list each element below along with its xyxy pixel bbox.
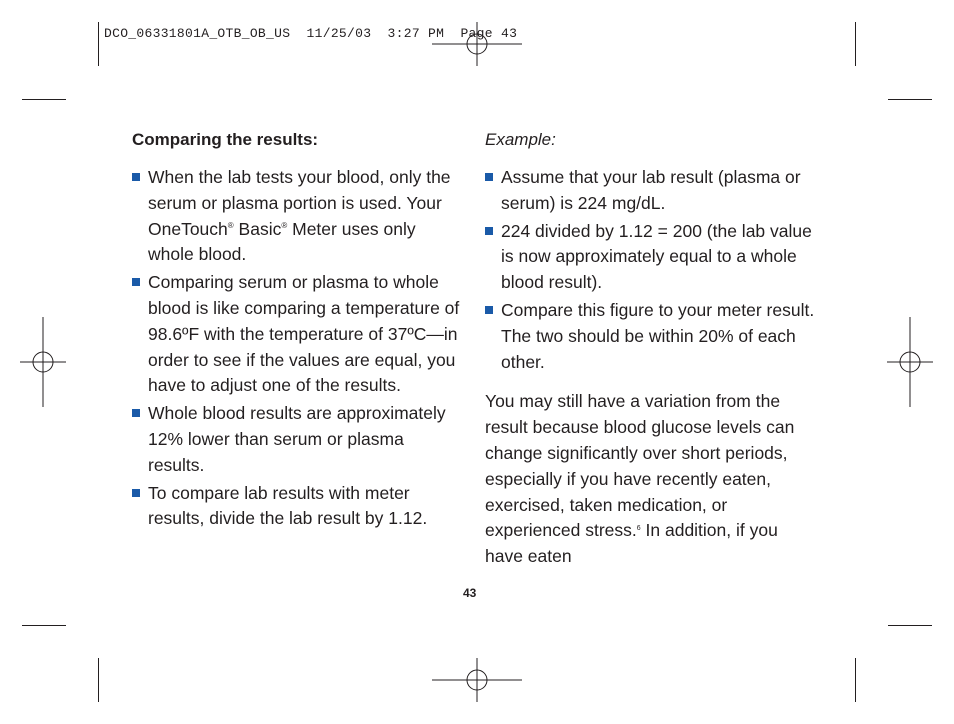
crop-mark-bottom-right-v [855, 658, 856, 702]
left-column [132, 127, 462, 534]
crop-mark-top-right-h [888, 99, 932, 100]
list-item: 224 divided by 1.12 = 200 (the lab value is now approximately equal to a whole blood result). [485, 219, 820, 296]
list-item: Assume that your lab result (plasma or serum) is 224 mg/dL. [485, 165, 820, 217]
crop-mark-top-left-v [98, 22, 99, 66]
square-bullet-icon [132, 173, 140, 181]
list-item: To compare lab results with meter results, divide the lab result by 1.12. [132, 481, 462, 533]
crop-mark-top-right-v [855, 22, 856, 66]
crop-mark-top-left-h [22, 99, 66, 100]
section-heading: Comparing the results: [132, 130, 319, 149]
example-heading: Example: [485, 130, 556, 149]
page-number: 43 [463, 586, 477, 600]
left-bullet-list [132, 165, 462, 532]
right-column [485, 127, 820, 570]
square-bullet-icon [132, 278, 140, 286]
square-bullet-icon [485, 227, 493, 235]
footnote-reference: 6 [636, 525, 641, 533]
crop-mark-bottom-right-h [888, 625, 932, 626]
square-bullet-icon [132, 489, 140, 497]
registration-mark-bottom-icon [432, 658, 522, 702]
list-item: Whole blood results are approximately 12% lower than serum or plasma results. [132, 401, 462, 478]
registered-mark: ® [227, 220, 234, 230]
variation-paragraph: You may still have a variation from the result because blood glucose levels can change significantly over short periods, especially if you have recently eaten, exercised, taken medication, or experienced stress.$^6$ In addition, if you have eaten [485, 391, 795, 567]
square-bullet-icon [485, 306, 493, 314]
square-bullet-icon [485, 173, 493, 181]
crop-mark-bottom-left-v [98, 658, 99, 702]
square-bullet-icon [132, 409, 140, 417]
list-item: When the lab tests your blood, only the serum or plasma portion is used. Your OneTouch® Basic® Meter uses only whole blood. [132, 165, 462, 268]
list-item: Comparing serum or plasma to whole blood is like comparing a temperature of 98.6ºF with the temperature of 37ºC—in order to see if the values are equal, you have to adjust one of the results. [132, 270, 462, 399]
crop-mark-bottom-left-h [22, 625, 66, 626]
right-bullet-list [485, 165, 820, 375]
print-slug: DCO_06331801A_OTB_OB_US 11/25/03 3:27 PM Page 43 [104, 26, 518, 41]
list-item: Compare this figure to your meter result. The two should be within 20% of each other. [485, 298, 820, 375]
registration-mark-right-icon [887, 317, 933, 407]
registration-mark-top-icon [432, 22, 522, 66]
registered-mark: ® [281, 220, 288, 230]
registration-mark-left-icon [20, 317, 66, 407]
